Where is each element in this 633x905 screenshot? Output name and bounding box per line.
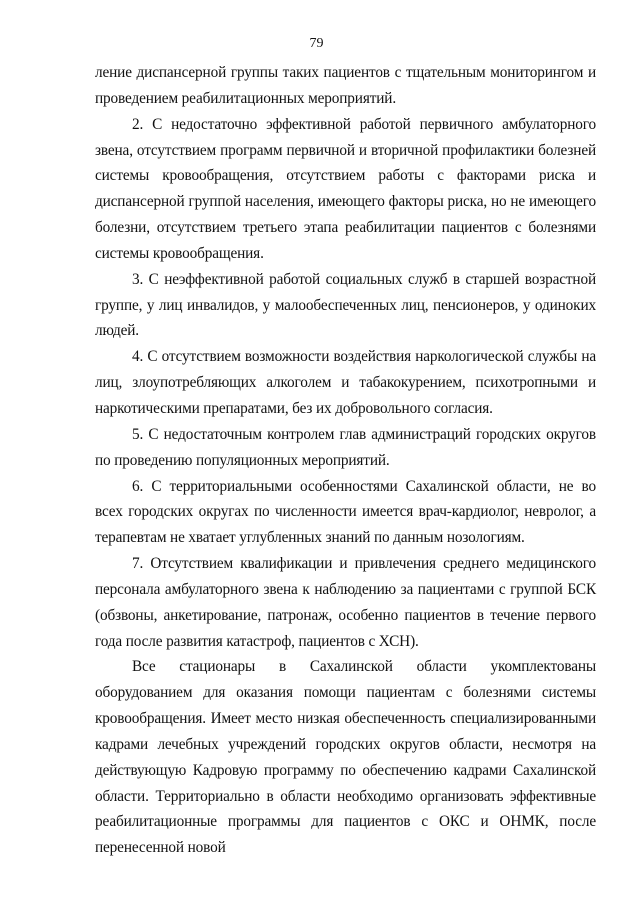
paragraph-item-7: 7. Отсутствием квалификации и привлечения среднего медицинского персонала амбулаторного звена к наблюдению за пациентами с группой БСК (обзвоны, анкетирование, патронаж, особенно пациентов в течение первого года после развития катастроф, пациентов с ХСН).	[95, 555, 596, 650]
body-text	[95, 60, 596, 861]
paragraph-item-4: 4. С отсутствием возможности воздействия наркологической службы на лиц, злоупотребляющих алкоголем и табакокурением, психотропными и наркотическими препаратами, без их добровольного согласия.	[95, 348, 596, 417]
page-number: 79	[309, 36, 324, 51]
paragraph-item-5: 5. С недостаточным контролем глав администраций городских округов по проведению популяционных мероприятий.	[95, 425, 596, 469]
paragraph-item-2: 2. С недостаточно эффективной работой первичного амбулаторного звена, отсутствием программ первичной и вторичной профилактики болезней системы кровообращения, отсутствием работы с факторами риска и диспансерной группой населения, имеющего факторы риска, но не имеющего болезни, отсутствием третьего этапа реабилитации пациентов с болезнями системы кровообращения.	[95, 115, 596, 262]
paragraph-continuation: ление диспансерной группы таких пациентов с тщательным мониторингом и проведением реабилитационных мероприятий.	[95, 64, 596, 107]
paragraph-item-3: 3. С неэффективной работой социальных служб в старшей возрастной группе, у лиц инвалидов, у малообеспеченных лиц, пенсионеров, у одиноких людей.	[95, 270, 596, 340]
paragraph-hospitals: Все стационары в Сахалинской области укомплектованы оборудованием для оказания помощи пациентам с болезнями системы кровообращения. Имеет место низкая обеспеченность специализированными кадрами лечебных учреждений городских округов области, несмотря на действующую Кадровую программу по обеспечению кадрами Сахалинской области. Территориально в области необходимо организовать эффективные реабилитационные программы для пациентов с ОКС и ОНМК, после перенесенной новой	[95, 658, 596, 857]
paragraph-item-6: 6. С территориальными особенностями Сахалинской области, не во всех городских округах по численности имеется врач-кардиолог, невролог, а терапевтам не хватает углубленных знаний по данным нозологиям.	[95, 477, 596, 547]
